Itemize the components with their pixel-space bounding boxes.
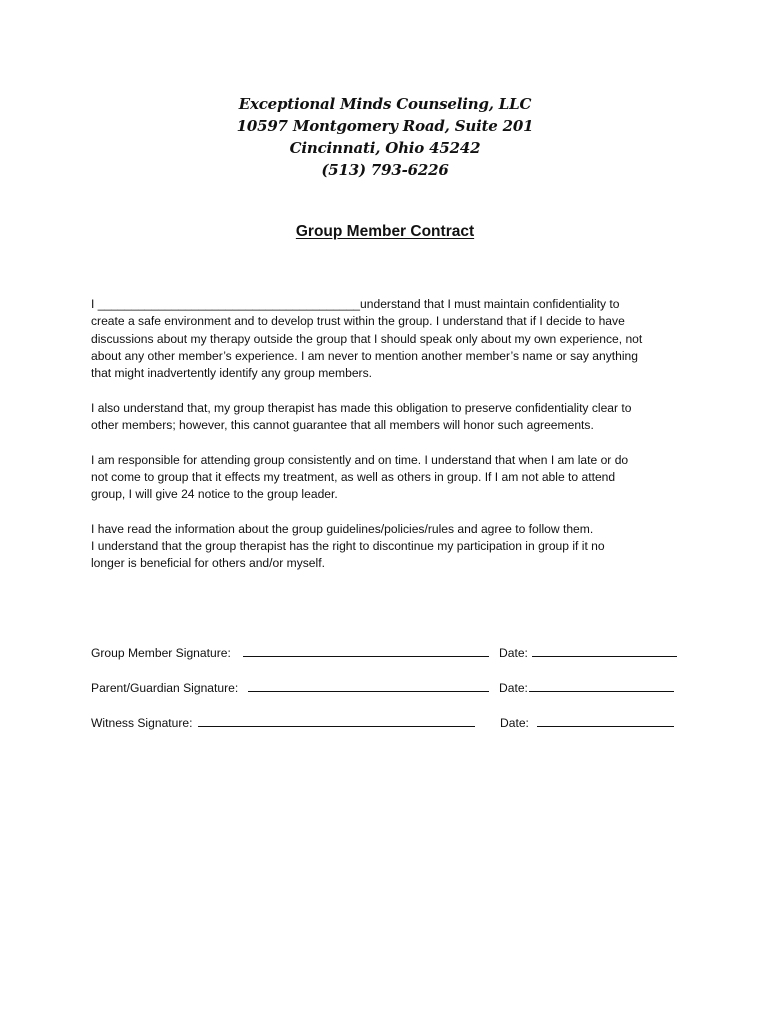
paragraph-line: that might inadvertently identify any group members. xyxy=(91,366,372,381)
guardian-date-line[interactable] xyxy=(529,679,674,692)
member-date-line[interactable] xyxy=(532,644,677,657)
confidentiality-paragraph xyxy=(91,296,681,382)
member-signature-label: Group Member Signature: xyxy=(91,646,231,660)
paragraph-line: discussions about my therapy outside the group that I should speak only about my own experience, not xyxy=(91,331,643,346)
guardian-signature-line[interactable] xyxy=(248,679,489,692)
company-phone: (513) 793-6226 xyxy=(321,161,449,179)
paragraph-line: other members; however, this cannot guarantee that all members will honor such agreements. xyxy=(91,418,594,433)
member-date-label: Date: xyxy=(499,646,528,660)
witness-signature-row xyxy=(91,714,691,732)
attendance-paragraph xyxy=(91,452,681,504)
company-city-state-zip: Cincinnati, Ohio 45242 xyxy=(289,139,481,157)
witness-signature-label: Witness Signature: xyxy=(91,716,193,730)
guardian-signature-label: Parent/Guardian Signature: xyxy=(91,681,239,695)
witness-signature-line[interactable] xyxy=(198,714,475,727)
witness-date-line[interactable] xyxy=(537,714,674,727)
guardian-signature-row xyxy=(91,679,691,697)
therapist-obligation-paragraph xyxy=(91,400,681,435)
letterhead xyxy=(0,93,770,181)
paragraph-line: I understand that the group therapist has the right to discontinue my participation in group if it no xyxy=(91,539,605,554)
paragraph-line: I _______________________________________understand that I must maintain confidentiality to xyxy=(91,297,620,311)
agreement-paragraph xyxy=(91,521,681,573)
company-name: Exceptional Minds Counseling, LLC xyxy=(238,95,532,113)
paragraph-line: longer is beneficial for others and/or myself. xyxy=(91,556,325,571)
document-title: Group Member Contract xyxy=(295,223,475,240)
witness-date-label: Date: xyxy=(500,716,529,730)
member-signature-line[interactable] xyxy=(243,644,489,657)
paragraph-line: group, I will give 24 notice to the group leader. xyxy=(91,487,338,502)
member-signature-row xyxy=(91,644,691,662)
paragraph-line: about any other member’s experience. I am never to mention another member’s name or say anything xyxy=(91,348,638,363)
contract-body xyxy=(91,296,681,590)
guardian-date-label: Date: xyxy=(499,681,528,695)
paragraph-line: not come to group that it effects my treatment, as well as others in group. If I am not able to attend xyxy=(91,469,616,484)
paragraph-line: I have read the information about the group guidelines/policies/rules and agree to follow them. xyxy=(91,521,594,536)
paragraph-line: create a safe environment and to develop trust within the group. I understand that if I decide to have xyxy=(91,314,625,329)
paragraph-line: I am responsible for attending group consistently and on time. I understand that when I am late or do xyxy=(91,452,629,467)
paragraph-line: I also understand that, my group therapist has made this obligation to preserve confidentiality clear to xyxy=(91,400,632,415)
company-street-address: 10597 Montgomery Road, Suite 201 xyxy=(236,117,534,135)
